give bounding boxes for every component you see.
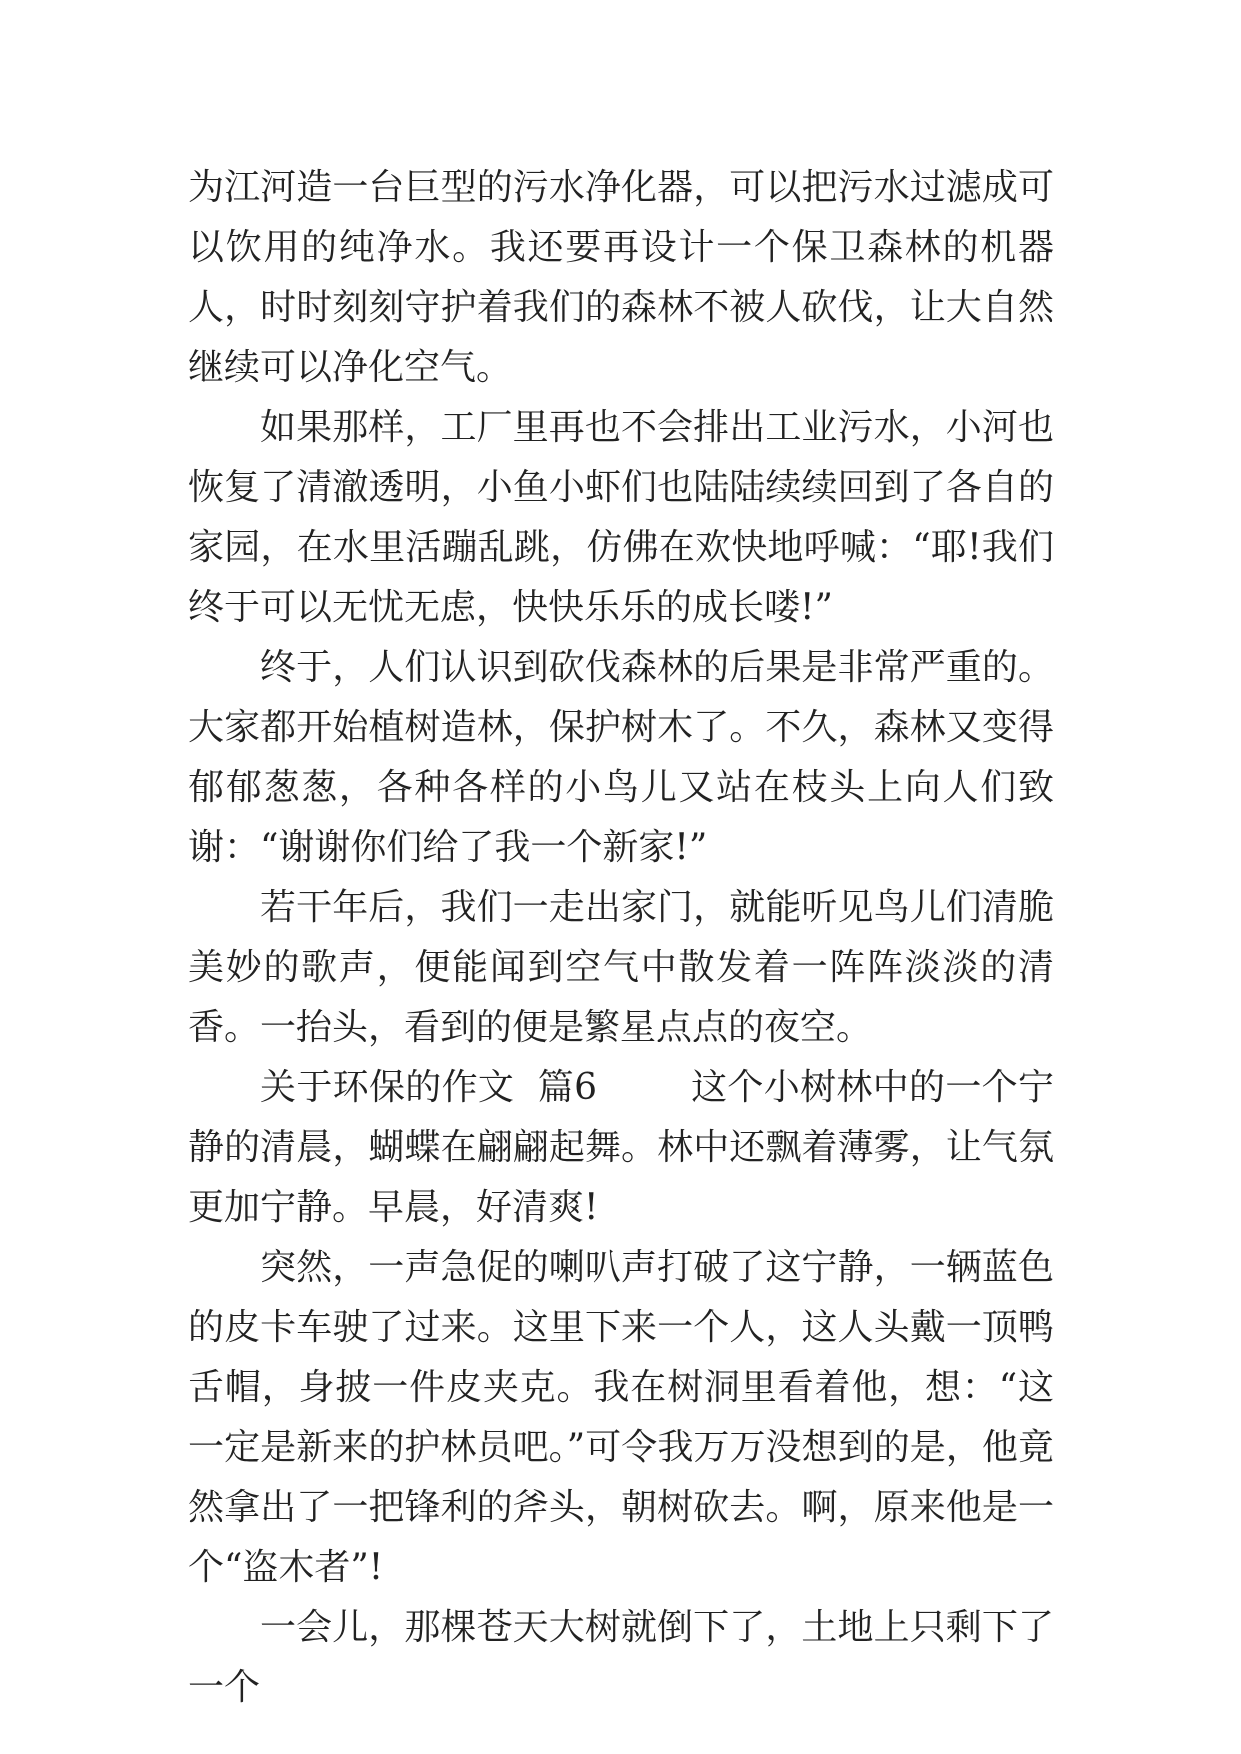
- paragraph: 突然，一声急促的喇叭声打破了这宁静，一辆蓝色的皮卡车驶了过来。这里下来一个人，这人头戴一顶鸭舌帽，身披一件皮夹克。我在树洞里看着他，想：“这一定是新来的护林员吧。”可令我万万没想到的是，他竟然拿出了一把锋利的斧头，朝树砍去。啊，原来他是一个“盗木者”!: [188, 1247, 1054, 1588]
- document-body: [188, 158, 1054, 1718]
- section-heading: 关于环保的作文 篇6: [260, 1067, 597, 1108]
- paragraph: 如果那样，工厂里再也不会排出工业污水，小河也恢复了清澈透明，小鱼小虾们也陆陆续续回到了各自的家园，在水里活蹦乱跳，仿佛在欢快地呼喊：“耶!我们终于可以无忧无虑，快快乐乐的成长喽!”: [188, 407, 1054, 628]
- paragraph: 为江河造一台巨型的污水净化器，可以把污水过滤成可以饮用的纯净水。我还要再设计一个保卫森林的机器人，时时刻刻守护着我们的森林不被人砍伐，让大自然继续可以净化空气。: [188, 167, 1054, 388]
- paragraph: 若干年后，我们一走出家门，就能听见鸟儿们清脆美妙的歌声，便能闻到空气中散发着一阵阵淡淡的清香。一抬头，看到的便是繁星点点的夜空。: [188, 887, 1054, 1048]
- section-paragraph: [188, 1058, 1054, 1238]
- paragraph: 一会儿，那棵苍天大树就倒下了，土地上只剩下了一个: [188, 1607, 1054, 1708]
- paragraph: 终于，人们认识到砍伐森林的后果是非常严重的。大家都开始植树造林，保护树木了。不久，森林又变得郁郁葱葱，各种各样的小鸟儿又站在枝头上向人们致谢：“谢谢你们给了我一个新家!”: [188, 647, 1054, 868]
- section-first-text: 这个小树林中的一个宁静的清晨，蝴蝶在翩翩起舞。林中还飘着薄雾，让气氛更加宁静。早晨，好清爽!: [188, 1067, 1054, 1228]
